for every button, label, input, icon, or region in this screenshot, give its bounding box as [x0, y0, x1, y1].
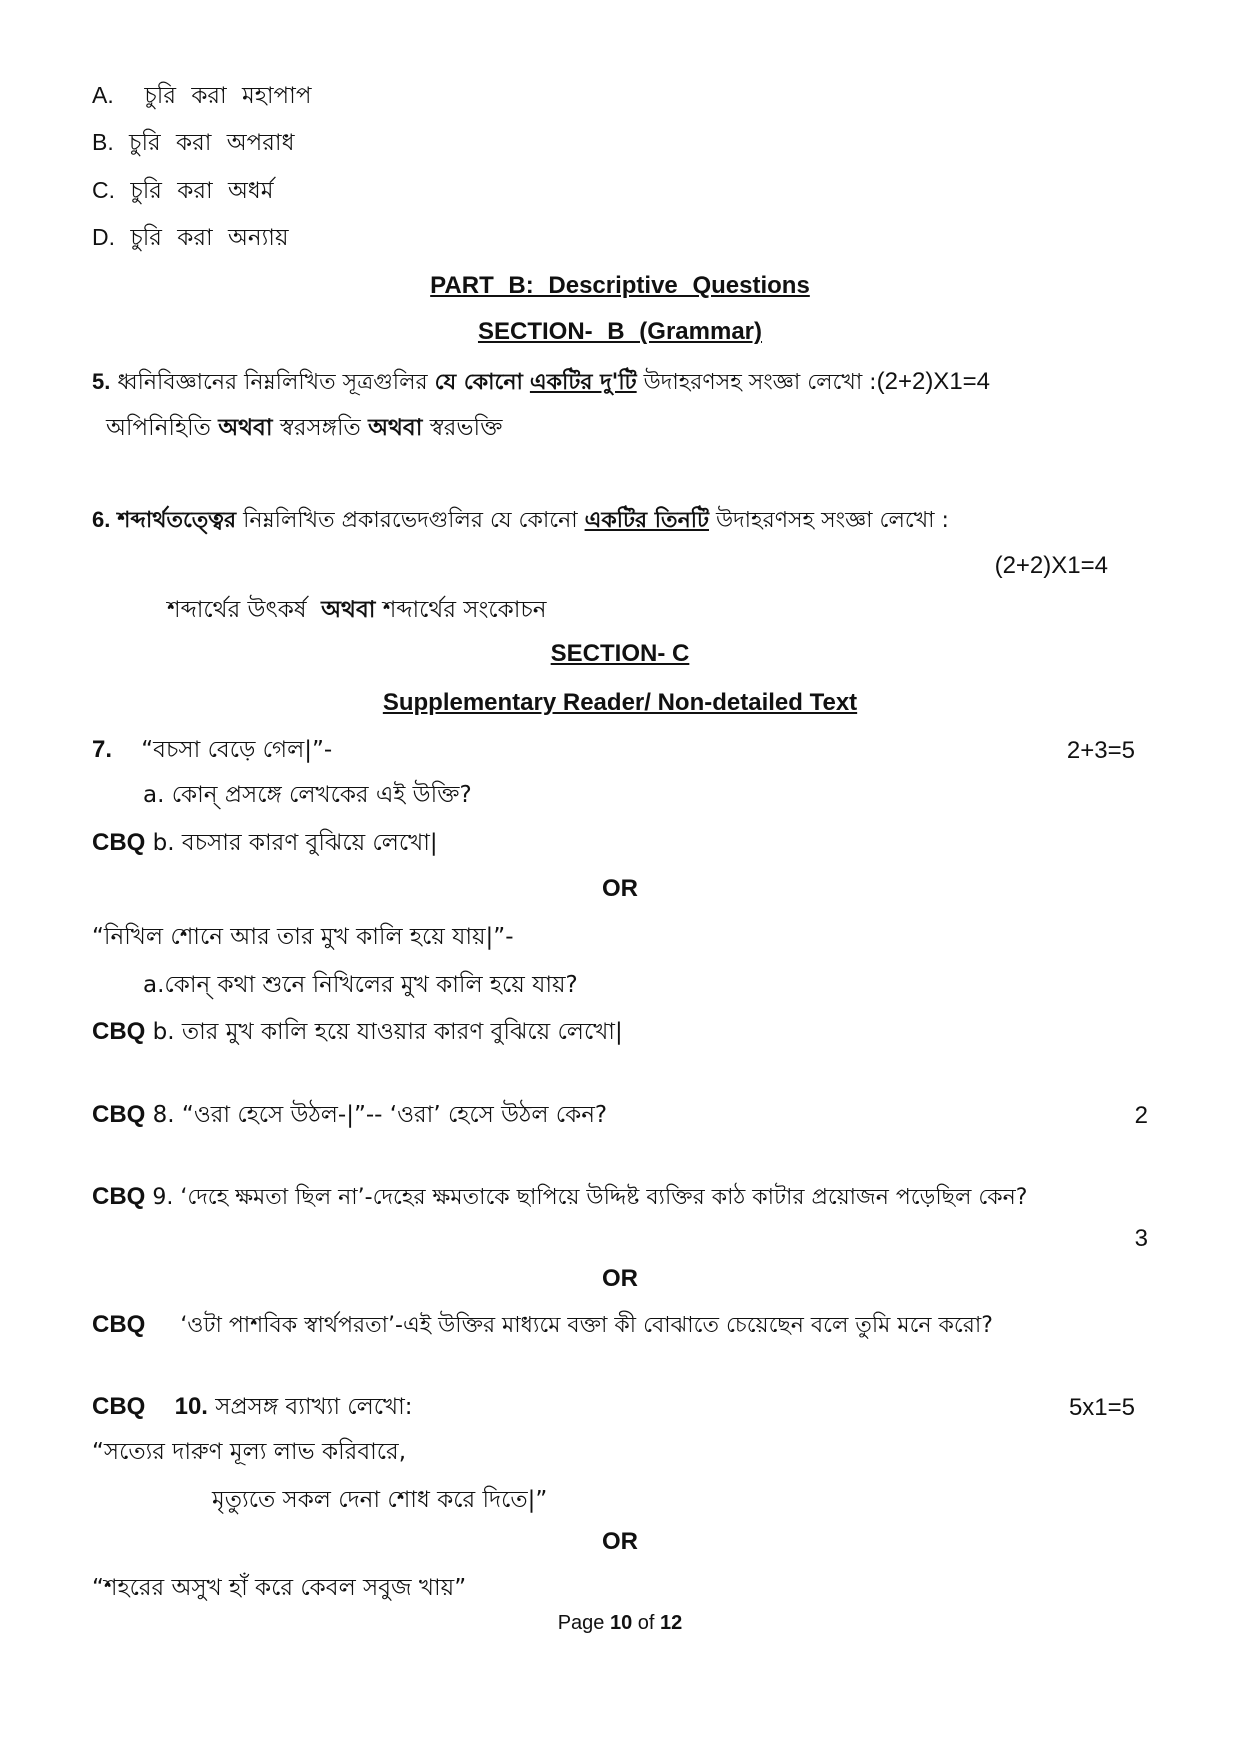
cbq-label: CBQ: [92, 1393, 146, 1420]
question-8: [92, 1100, 607, 1130]
question-9-marks: 3: [1134, 1225, 1148, 1252]
question-7-alt-b: [92, 1017, 623, 1047]
question-text: b. তার মুখ কালি হয়ে যাওয়ার কারণ বুঝিয়ে লেখো|: [152, 1019, 623, 1045]
option-text: চুরি করা অপরাধ: [129, 130, 295, 156]
option-letter: A.: [92, 82, 114, 108]
emphasis: শব্দার্থতত্ত্বের: [117, 508, 237, 533]
emphasis-underlined: একটির তিনটি: [584, 508, 709, 533]
question-6-marks: (2+2)X1=4: [994, 552, 1108, 579]
question-7a: a. কোন্ প্রসঙ্গে লেখকের এই উক্তি?: [143, 782, 472, 808]
page-label: Page: [557, 1612, 605, 1634]
question-9: [92, 1182, 1027, 1213]
page-of: of: [637, 1612, 655, 1634]
question-10-marks: 5x1=5: [1068, 1394, 1135, 1421]
question-7-marks: 2+3=5: [1066, 737, 1135, 764]
option-letter: B.: [92, 129, 114, 155]
emphasis-underlined: একটির দু'টি: [529, 370, 637, 395]
section-b-title: SECTION- B (Grammar): [477, 318, 763, 345]
question-number: 6.: [92, 507, 111, 532]
option-b: [92, 127, 294, 158]
option-a: [92, 80, 311, 111]
cbq-label: CBQ: [92, 1018, 146, 1045]
question-text: ‘ওটা পাশবিক স্বার্থপরতা’-এই উক্তির মাধ্যমে বক্তা কী বোঝাতে চেয়েছেন বলে তুমি মনে করো?: [180, 1313, 993, 1338]
poem-line-2: মৃত্যুতে সকল দেনা শোধ করে দিতে|”: [212, 1487, 548, 1513]
question-text: 9. ‘দেহে ক্ষমতা ছিল না’-দেহের ক্ষমতাকে ছাপিয়ে উদ্দিষ্ট ব্যক্তির কাঠ কাটার প্রয়োজন পড়েছিল কেন?: [152, 1185, 1028, 1210]
question-7-alt-quote: “নিখিল শোনে আর তার মুখ কালি হয়ে যায়|”-: [92, 924, 514, 950]
option-letter: C.: [92, 177, 115, 203]
question-6-options: [167, 595, 547, 625]
cbq-label: CBQ: [92, 1311, 146, 1338]
question-text: উদাহরণসহ সংজ্ঞা লেখো :: [715, 508, 949, 533]
option-text: চুরি করা অন্যায়: [130, 225, 289, 251]
option-d: [92, 222, 289, 253]
question-text: উদাহরণসহ সংজ্ঞা লেখো :: [643, 370, 877, 395]
option-text: স্বরসঙ্গতি: [279, 415, 361, 441]
page-total: 12: [660, 1612, 683, 1634]
marks: (2+2)X1=4: [876, 368, 991, 395]
option-letter: D.: [92, 224, 115, 250]
question-5-options: [106, 413, 502, 443]
or-separator: OR: [602, 1265, 638, 1292]
poem-line-1: “সত্যের দারুণ মূল্য লাভ করিবারে,: [92, 1439, 407, 1465]
question-text: 8. “ওরা হেসে উঠল-|”-- ‘ওরা’ হেসে উঠল কেন?: [152, 1102, 608, 1128]
question-text: নিম্নলিখিত প্রকারভেদগুলির যে কোনো: [243, 508, 578, 533]
section-c-title: SECTION- C: [550, 640, 690, 667]
or-word: অথবা: [368, 415, 423, 441]
question-5: [92, 367, 990, 398]
or-separator: OR: [602, 1528, 638, 1555]
cbq-label: CBQ: [92, 1183, 146, 1210]
page-current: 10: [609, 1612, 633, 1634]
or-word: অথবা: [218, 415, 273, 441]
option-text: চুরি করা মহাপাপ: [144, 83, 312, 109]
question-10: [92, 1392, 413, 1422]
or-separator: OR: [602, 875, 638, 902]
question-7b: [92, 828, 438, 858]
option-c: [92, 175, 274, 206]
part-b-title: PART B: Descriptive Questions: [430, 272, 810, 299]
quote: “বচসা বেড়ে গেল|”-: [141, 737, 333, 763]
question-number: 5.: [92, 369, 111, 394]
question-7: [92, 735, 332, 765]
question-number: 7.: [92, 736, 113, 763]
question-number: 10.: [174, 1393, 208, 1420]
option-text: চুরি করা অধর্ম: [130, 178, 274, 204]
or-word: অথবা: [321, 597, 376, 623]
question-8-marks: 2: [1134, 1102, 1148, 1129]
question-text: ধ্বনিবিজ্ঞানের নিম্নলিখিত সূত্রগুলির: [117, 370, 428, 395]
poem-line-3: “শহরের অসুখ হাঁ করে কেবল সবুজ খায়”: [92, 1575, 467, 1601]
option-text: শব্দার্থের উৎকর্ষ: [167, 597, 307, 623]
question-text: b. বচসার কারণ বুঝিয়ে লেখো|: [152, 830, 438, 856]
question-9-alt: [92, 1310, 993, 1341]
option-text: স্বরভক্তি: [429, 415, 503, 441]
page-footer: [0, 1612, 1240, 1635]
option-text: শব্দার্থের সংকোচন: [382, 597, 547, 623]
section-c-subtitle: Supplementary Reader/ Non-detailed Text: [382, 689, 858, 716]
question-7-alt-a: a.কোন্ কথা শুনে নিখিলের মুখ কালি হয়ে যায়?: [143, 972, 578, 998]
option-text: অপিনিহিতি: [106, 415, 211, 441]
emphasis: যে কোনো: [434, 370, 523, 395]
question-text: সপ্রসঙ্গ ব্যাখ্যা লেখো:: [215, 1394, 413, 1420]
cbq-label: CBQ: [92, 829, 146, 856]
cbq-label: CBQ: [92, 1101, 146, 1128]
question-6: [92, 505, 949, 536]
